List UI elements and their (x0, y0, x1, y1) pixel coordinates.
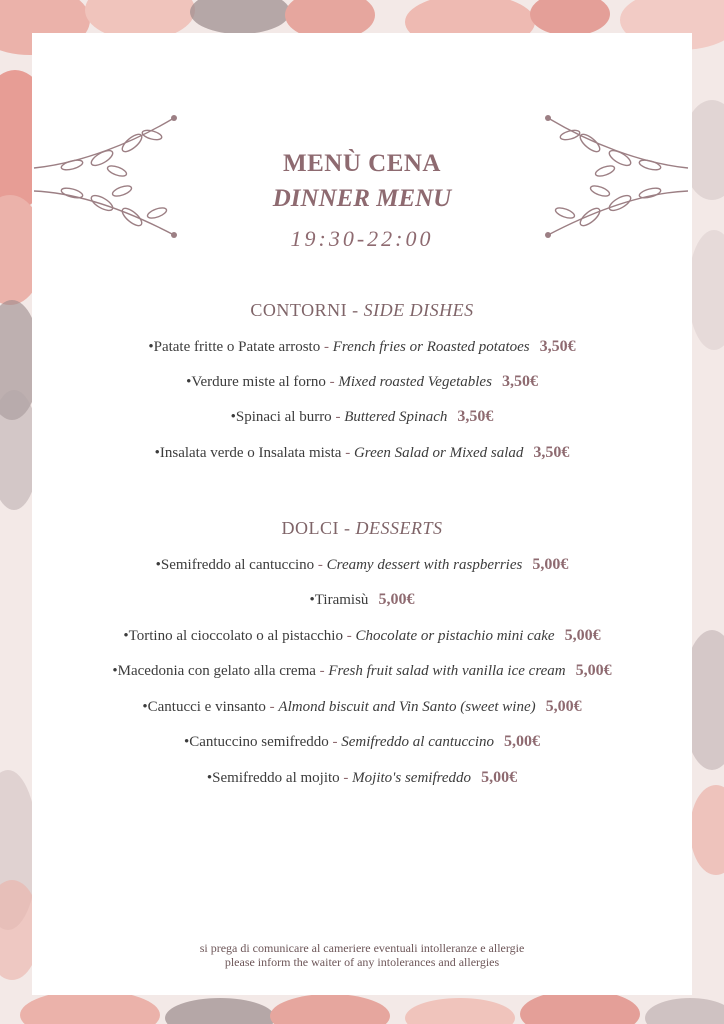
menu-item (0, 662, 724, 680)
item-price: 5,00€ (564, 627, 601, 644)
item-price: 5,00€ (532, 556, 569, 573)
item-name-it: •Patate fritte o Patate arrosto (148, 339, 321, 355)
section-title-it: CONTORNI - (250, 300, 359, 320)
item-name-en: Buttered Spinach (344, 409, 448, 425)
section-title-desserts (0, 518, 724, 539)
item-name-it: •Verdure miste al forno (186, 374, 326, 390)
item-separator: - (314, 557, 327, 573)
item-price: 3,50€ (533, 444, 570, 461)
item-name-en: Mojito's semifreddo (352, 770, 472, 786)
item-price: 5,00€ (481, 769, 518, 786)
item-separator: - (331, 409, 345, 425)
item-separator: - (341, 445, 354, 461)
right-sprig-icon (540, 113, 690, 243)
item-separator: - (325, 374, 339, 390)
item-price: 3,50€ (539, 338, 576, 355)
menu-item (0, 769, 724, 787)
item-name-it: •Cantucci e vinsanto (142, 699, 266, 715)
service-hours: 19:30-22:00 (290, 226, 434, 251)
item-price: 5,00€ (545, 698, 582, 715)
section-title-en: SIDE DISHES (363, 300, 474, 320)
menu-item (0, 627, 724, 645)
item-price: 3,50€ (457, 408, 494, 425)
item-name-en: Green Salad or Mixed salad (353, 445, 524, 461)
item-name-en: Chocolate or pistachio mini cake (355, 628, 555, 644)
item-name-en: Mixed roasted Vegetables (338, 374, 492, 390)
item-separator: - (315, 663, 329, 679)
item-name-it: •Tiramisù (309, 592, 369, 608)
item-name-it: •Spinaci al burro (230, 409, 332, 425)
item-name-it: •Semifreddo al cantuccino (155, 557, 315, 573)
item-name-en: French fries or Roasted potatoes (332, 339, 530, 355)
menu-item (0, 408, 724, 426)
item-price: 5,00€ (504, 733, 541, 750)
menu-title-it: MENÙ CENA (283, 150, 441, 177)
menu-item (0, 373, 724, 391)
section-title-it: DOLCI - (281, 518, 351, 538)
menu-title-en: DINNER MENU (272, 185, 452, 212)
menu-item (0, 733, 724, 751)
item-name-en: Fresh fruit salad with vanilla ice cream (328, 663, 566, 679)
allergy-notice-en: please inform the waiter of any intolerances and allergies (224, 955, 500, 969)
left-sprig-icon (32, 113, 182, 243)
menu-item (0, 444, 724, 462)
allergy-notice-it: si prega di comunicare al cameriere eventuali intolleranze e allergie (199, 941, 525, 955)
menu-item (0, 338, 724, 356)
item-name-en: Creamy dessert with raspberries (326, 557, 523, 573)
item-name-it: •Tortino al cioccolato o al pistacchio (123, 628, 343, 644)
item-name-en: Almond biscuit and Vin Santo (sweet wine) (278, 699, 536, 715)
section-title-side-dishes (0, 300, 724, 321)
item-price: 5,00€ (575, 662, 612, 679)
item-price: 3,50€ (501, 373, 538, 390)
menu-item (0, 591, 724, 609)
item-name-en: Semifreddo al cantuccino (341, 734, 495, 750)
item-name-it: •Macedonia con gelato alla crema (112, 663, 316, 679)
item-separator: - (328, 734, 342, 750)
item-separator: - (339, 770, 353, 786)
item-separator: - (342, 628, 356, 644)
menu-item (0, 556, 724, 574)
section-title-en: DESSERTS (355, 518, 443, 538)
menu-item (0, 698, 724, 716)
item-price: 5,00€ (378, 591, 415, 608)
item-name-it: •Cantuccino semifreddo (183, 734, 329, 750)
item-name-it: •Semifreddo al mojito (206, 770, 340, 786)
item-separator: - (265, 699, 279, 715)
item-separator: - (320, 339, 333, 355)
item-name-it: •Insalata verde o Insalata mista (154, 445, 342, 461)
